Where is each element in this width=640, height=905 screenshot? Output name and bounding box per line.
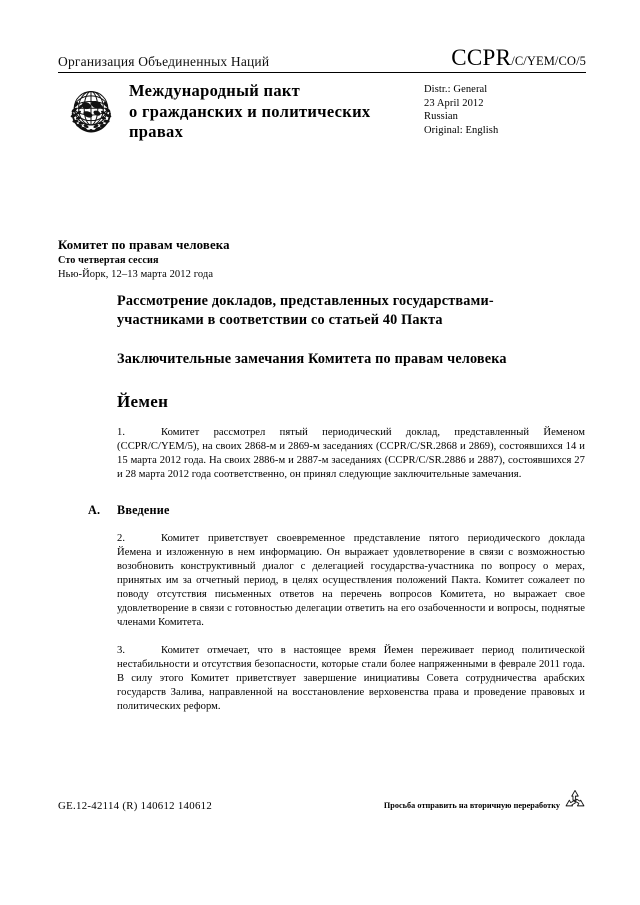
committee-session: Сто четвертая сессия [58,255,159,266]
paragraph-1 [117,426,585,482]
recycle-icon [562,788,588,814]
paragraph-1-number: 1. [117,426,126,438]
paragraph-3-number: 3. [117,644,126,656]
country-heading: Йемен [117,391,169,411]
masthead-rule [58,72,586,73]
distribution-original: Original: English [424,124,499,136]
committee-block [58,238,586,282]
ge-document-number: GE.12-42114 (R) 140612 140612 [58,800,213,812]
recycle-notice-text: Просьба отправить на вторичную переработку [383,800,560,810]
distribution-info [424,80,586,137]
paragraph-3-text: Комитет отмечает, что в настоящее время Йемен переживает период политической нестабильности и отсутствия безопасности, которые стали более напряженными в феврале 2011 года. В силу этого Комитет приветствует завершение инициативы Совета сотрудничества арабских государств Залива, направленной на восстановление верховенства права и проведение правовых и политических реформ. [117,644,585,712]
recycle-notice [384,796,588,814]
document-symbol-main: CCPR [451,45,512,70]
paragraph-1-text: Комитет рассмотрел пятый периодический доклад, представленный Йеменом (CCPR/C/YEM/5), на своих 2868-м и 2869-м заседаниях (CCPR/C/SR.2868 и 2869), состоявшихся 14 и 15 марта 2012 года. На своих 2886-м и 2887-м заседаниях (CCPR/C/SR.2886 и 2887), состоявшихся 27 и 28 марта 2012 года соответственно, он принял следующие заключительные замечания. [117,426,585,480]
paragraph-2-text: Комитет приветствует своевременное представление пятого периодического доклада Йемена и изложенную в нем информацию. Он выражает удовлетворение в связи с возможностью возобновить конструктивный диалог с делегацией государства-участника по вопросу о мерах, принятых им за отчетный период, в целях осуществления положений Пакта. Комитет сожалеет по поводу отсутствия письменных ответов на перечень вопросов Комитета, но выражает свое удовлетворение в связи с готовностью делегации ответить на его озабоченности и вопросы, поднятые членами Комитета. [117,532,585,629]
page-footer [58,798,586,814]
committee-name: Комитет по правам человека [58,238,230,252]
section-letter: A. [88,502,101,517]
document-content [88,292,585,714]
un-emblem-icon [60,81,122,143]
distribution-language: Russian [424,111,458,122]
document-symbol-suffix: /C/YEM/CO/5 [511,54,586,68]
page-title: Рассмотрение докладов, представленных государствами-участниками в соответствии со статьей 40 Пакта [117,293,494,328]
paragraph-2-number: 2. [117,532,126,544]
committee-place-dates: Нью-Йорк, 12–13 марта 2012 года [58,269,214,280]
section-title: Введение [117,502,170,517]
document-subtitle: Заключительные замечания Комитета по правам человека [117,351,507,367]
covenant-title-line2: о гражданских и политических [129,101,371,121]
document-symbol [451,46,586,70]
organization-name: Организация Объединенных Наций [58,53,270,69]
distribution-type: Distr.: General [424,84,488,95]
paragraph-3 [117,644,585,714]
section-heading-introduction [88,502,585,518]
covenant-title-line3: правах [129,122,184,141]
masthead-top-row [58,44,586,70]
covenant-title-line1: Международный пакт [129,81,301,100]
masthead-main-row [58,80,586,143]
masthead [58,44,586,143]
paragraph-2 [117,532,585,631]
distribution-date: 23 April 2012 [424,97,484,109]
covenant-title [129,80,424,143]
